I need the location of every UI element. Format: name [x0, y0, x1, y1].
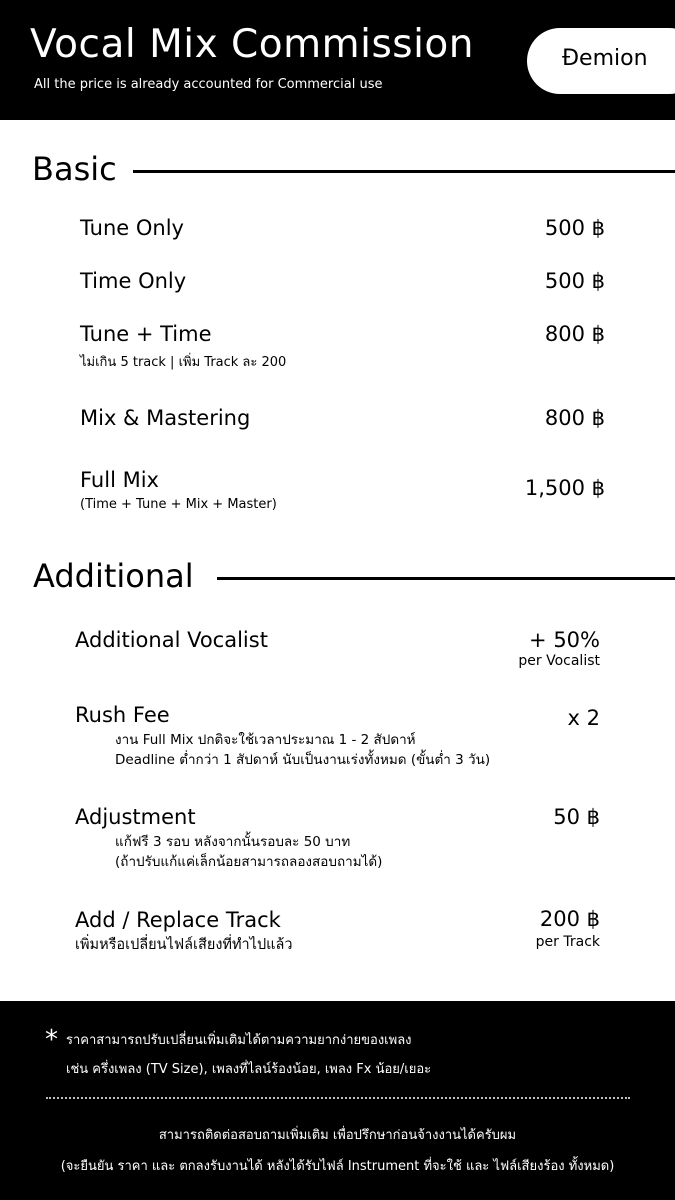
rush-fee-price: x 2 [567, 706, 600, 730]
footer-contact-1: สามารถติดต่อสอบถามเพิ่มเติม เพื่อปรึกษาก่อนจ้างงานได้ครับผม [158, 1128, 517, 1143]
footer-notes [0, 1001, 675, 1200]
time-only-label: Time Only [80, 269, 187, 293]
rush-fee-label: Rush Fee [75, 703, 170, 727]
brand-badge [527, 28, 675, 94]
adjustment-note-1: แก้ฟรี 3 รอบ หลังจากนั้นรอบละ 50 บาท [115, 834, 351, 850]
tune-only-label: Tune Only [80, 216, 184, 240]
brand-name: Đemion [562, 46, 648, 71]
additional-vocalist-label: Additional Vocalist [75, 628, 268, 652]
asterisk-icon: * [45, 1025, 58, 1055]
footer-note-1: ราคาสามารถปรับเปลี่ยนเพิ่มเติมได้ตามความยากง่ายของเพลง [66, 1033, 412, 1048]
basic-section-divider [133, 170, 675, 173]
additional-vocalist-unit: per Vocalist [518, 653, 600, 669]
full-mix-label: Full Mix [80, 468, 159, 492]
rush-fee-note-1: งาน Full Mix ปกติจะใช้เวลาประมาณ 1 - 2 สัปดาห์ [115, 732, 416, 748]
tune-time-price: 800 ฿ [544, 322, 605, 346]
adjustment-price: 50 ฿ [553, 805, 600, 829]
add-replace-track-label: Add / Replace Track [75, 908, 281, 932]
tune-time-note: ไม่เกิน 5 track | เพิ่ม Track ละ 200 [80, 355, 287, 370]
add-replace-track-note: เพิ่มหรือเปลี่ยนไฟล์เสียงที่ทำไปแล้ว [75, 937, 293, 953]
basic-section-title: Basic [32, 150, 117, 188]
mix-mastering-label: Mix & Mastering [80, 406, 251, 430]
add-replace-track-price: 200 ฿ [539, 907, 600, 931]
dotted-divider [46, 1097, 630, 1099]
time-only-price: 500 ฿ [544, 269, 605, 293]
adjustment-label: Adjustment [75, 805, 196, 829]
additional-section-divider [217, 577, 675, 580]
page-subtitle: All the price is already accounted for Commercial use [34, 77, 383, 92]
page-title: Vocal Mix Commission [30, 22, 475, 67]
header-banner [0, 0, 675, 120]
full-mix-note: (Time + Tune + Mix + Master) [80, 497, 277, 512]
footer-note-2: เช่น ครึ่งเพลง (TV Size), เพลงที่ไลน์ร้องน้อย, เพลง Fx น้อย/เยอะ [66, 1062, 432, 1077]
tune-only-price: 500 ฿ [544, 216, 605, 240]
rush-fee-note-2: Deadline ต่ำกว่า 1 สัปดาห์ นับเป็นงานเร่งทั้งหมด (ขั้นต่ำ 3 วัน) [115, 752, 491, 768]
full-mix-price: 1,500 ฿ [524, 476, 605, 500]
add-replace-track-unit: per Track [535, 934, 600, 950]
additional-vocalist-price: + 50% [529, 628, 600, 652]
tune-time-label: Tune + Time [80, 322, 212, 346]
mix-mastering-price: 800 ฿ [544, 406, 605, 430]
additional-section-title: Additional [33, 557, 194, 595]
footer-contact-2: (จะยืนยัน ราคา และ ตกลงรับงานได้ หลังได้รับไฟล์ Instrument ที่จะใช้ และ ไฟล์เสียงร้อง ทั้งหมด) [60, 1159, 615, 1174]
adjustment-note-2: (ถ้าปรับแก้แค่เล็กน้อยสามารถลองสอบถามได้) [115, 854, 383, 870]
